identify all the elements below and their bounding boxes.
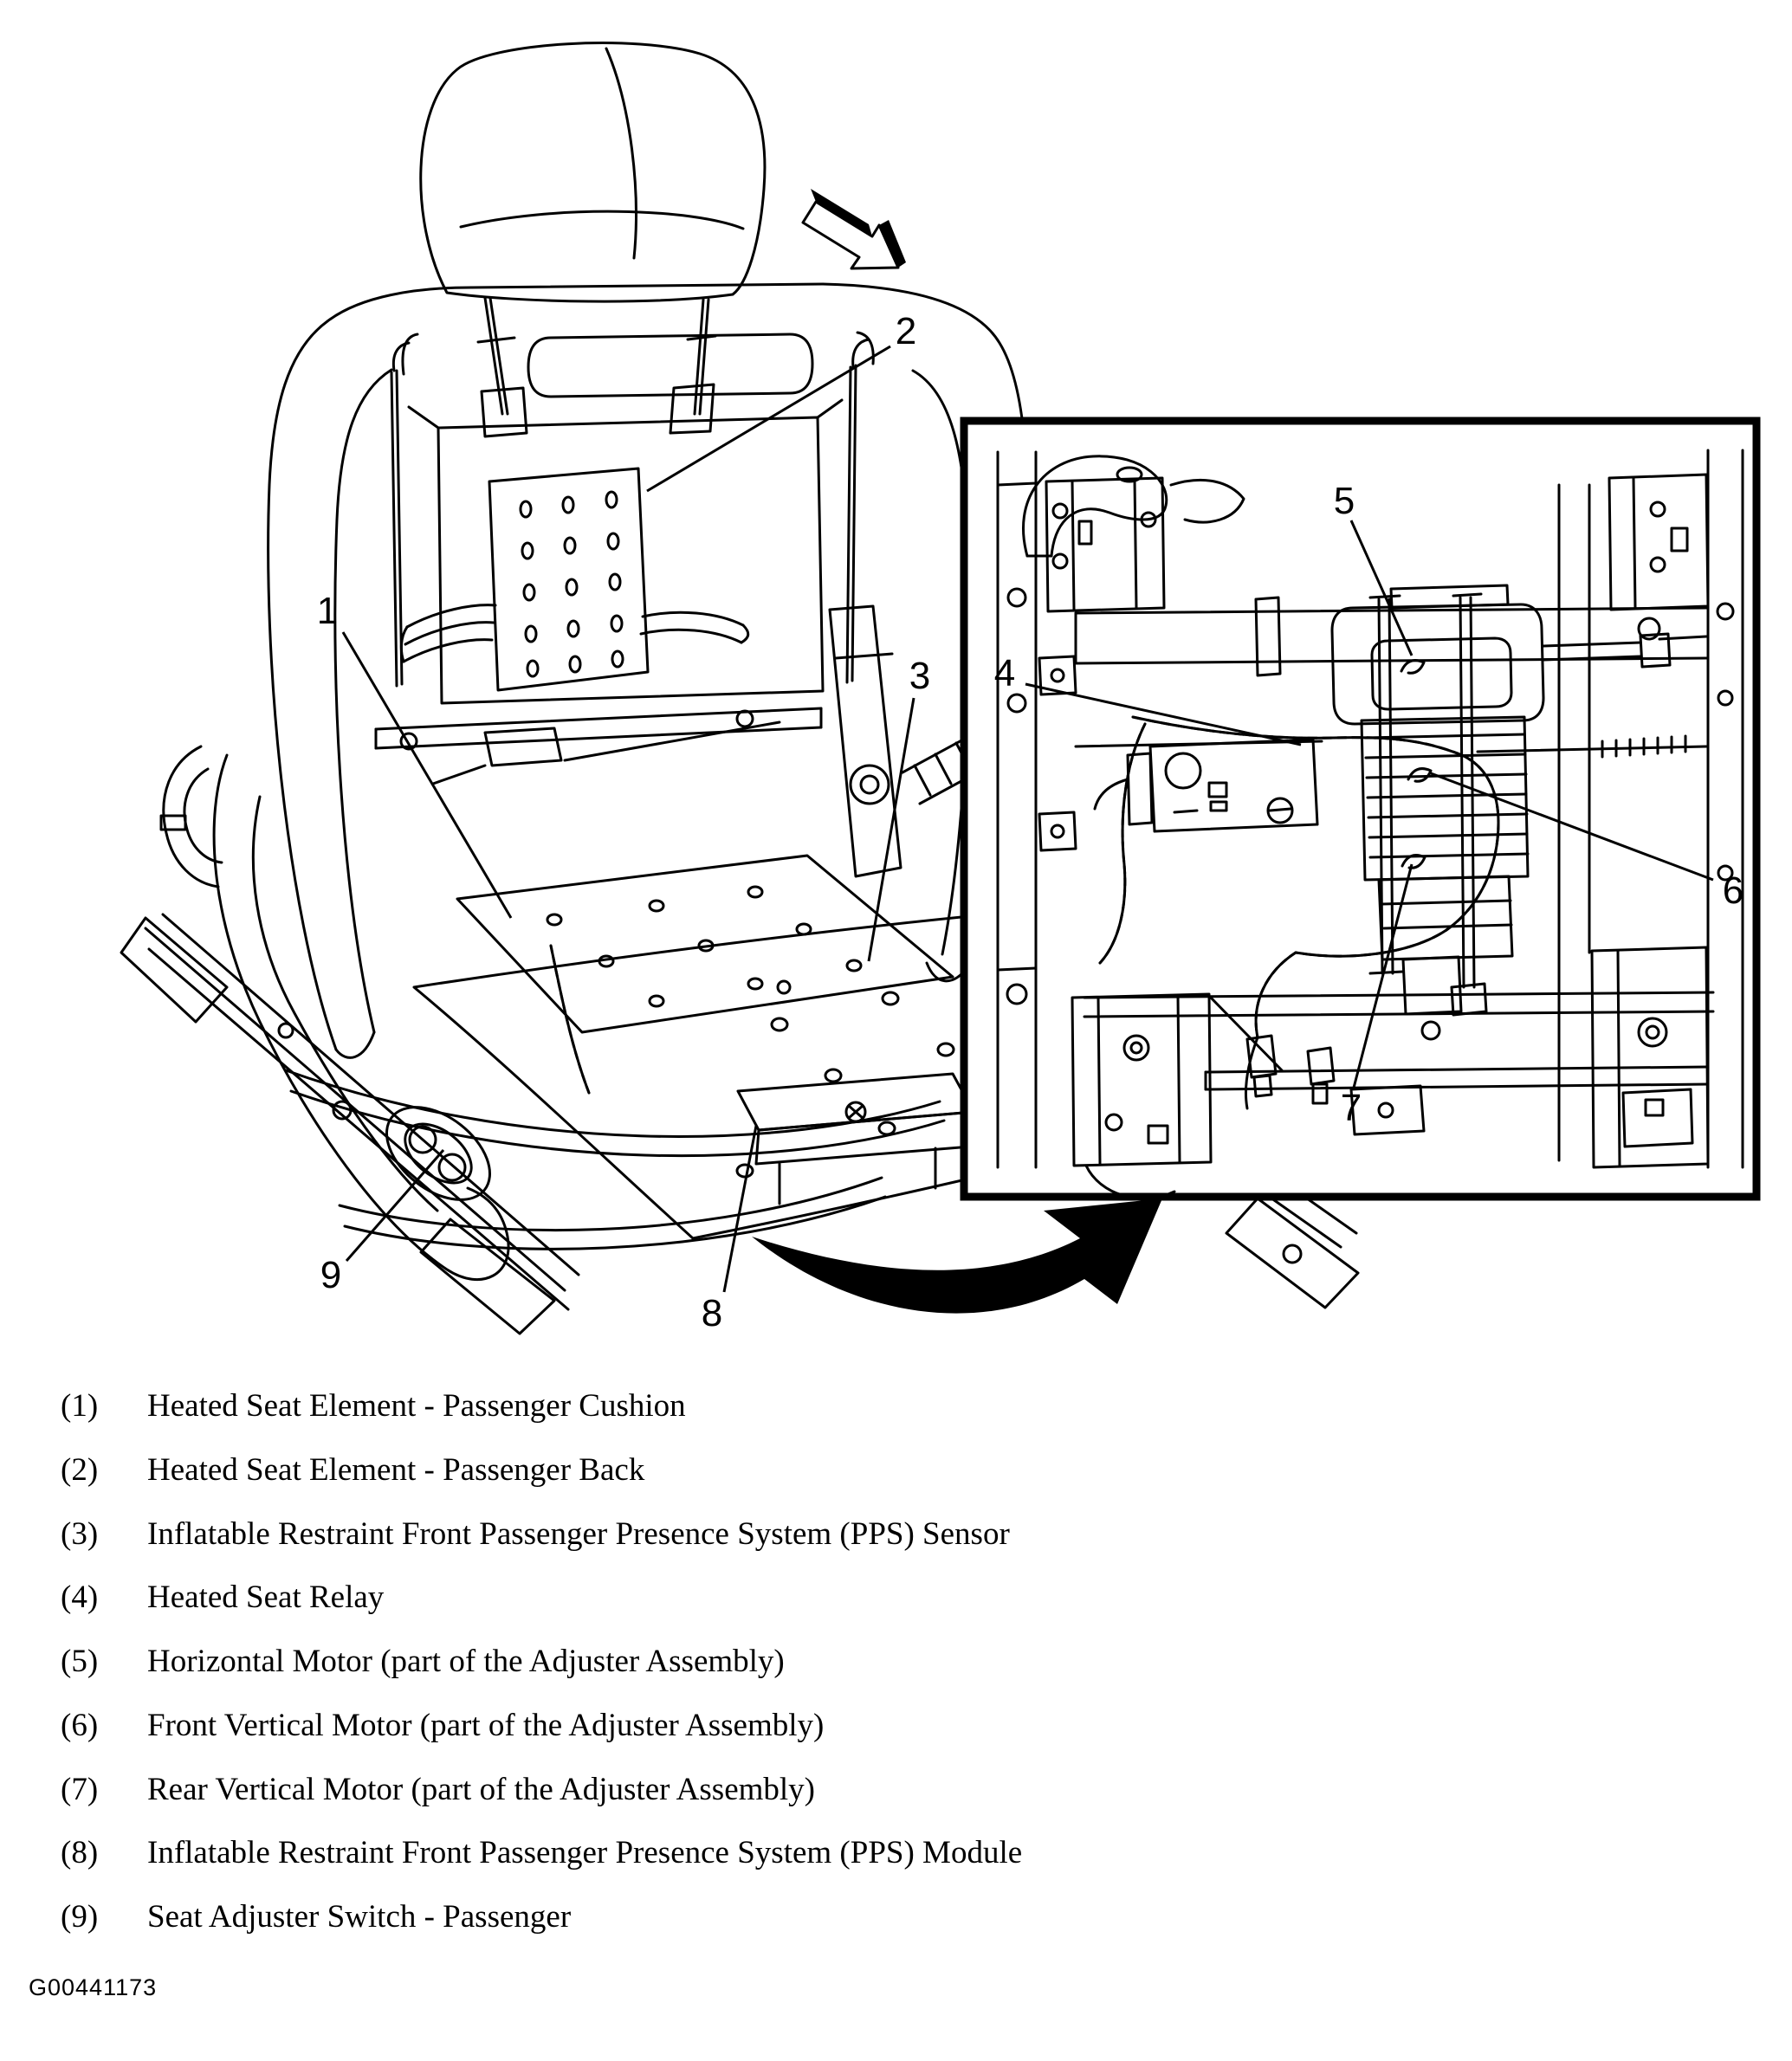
legend-item-number: (6) — [61, 1707, 99, 1743]
heated-back-pad — [489, 468, 648, 690]
legend-item — [61, 1438, 1758, 1502]
heated-cushion-pad — [457, 856, 953, 1032]
legend-item — [61, 1566, 1758, 1630]
legend-item — [61, 1758, 1758, 1822]
legend-item — [61, 1630, 1758, 1694]
callout-label-3: 3 — [909, 655, 931, 697]
callout-label-9: 9 — [320, 1254, 342, 1296]
callout-label-5: 5 — [1333, 480, 1355, 522]
legend-item-number: (9) — [61, 1899, 99, 1935]
callout-label-4: 4 — [993, 652, 1016, 695]
figure-id: G00441173 — [29, 1974, 158, 2000]
legend-item-number: (1) — [61, 1388, 99, 1424]
headrest-crossbar — [403, 333, 873, 436]
callout-label-6: 6 — [1722, 869, 1744, 912]
legend-item-number: (7) — [61, 1771, 99, 1807]
direction-arrow-icon — [803, 189, 906, 268]
legend-item-number: (2) — [61, 1451, 99, 1488]
callout-label-7: 7 — [1340, 1087, 1362, 1129]
callout-label-8: 8 — [701, 1292, 723, 1334]
headrest — [421, 43, 765, 414]
legend-item-text: Inflatable Restraint Front Passenger Presence System (PPS) Module — [147, 1835, 1023, 1871]
legend-item — [61, 1821, 1758, 1885]
legend-item-number: (3) — [61, 1515, 99, 1552]
legend-item-number: (8) — [61, 1835, 99, 1871]
legend-item-text: Heated Seat Element - Passenger Back — [147, 1451, 645, 1488]
legend-item-text: Rear Vertical Motor (part of the Adjuster Assembly) — [147, 1771, 816, 1807]
back-lower-bracket — [376, 708, 821, 784]
callout-leader-8 — [724, 1126, 756, 1292]
legend-item-text: Seat Adjuster Switch - Passenger — [147, 1899, 572, 1935]
legend — [61, 1374, 1758, 1949]
legend-item — [61, 1374, 1758, 1438]
legend-item-text: Heated Seat Relay — [147, 1580, 385, 1616]
legend-item — [61, 1502, 1758, 1567]
callout-leader-1 — [343, 632, 511, 918]
legend-item — [61, 1694, 1758, 1758]
pps-module — [738, 1074, 974, 1204]
legend-item-text: Horizontal Motor (part of the Adjuster Assembly) — [147, 1644, 785, 1679]
legend-item-text: Front Vertical Motor (part of the Adjuster Assembly) — [147, 1707, 825, 1743]
strap-guides — [401, 605, 747, 662]
callout-label-2: 2 — [895, 310, 917, 352]
legend-item — [61, 1885, 1758, 1949]
inset-border — [964, 421, 1756, 1197]
callout-label-1: 1 — [316, 590, 339, 632]
legend-item-text: Heated Seat Element - Passenger Cushion — [147, 1388, 686, 1424]
legend-item-number: (4) — [61, 1580, 99, 1616]
legend-item-number: (5) — [61, 1644, 99, 1679]
legend-item-text: Inflatable Restraint Front Passenger Presence System (PPS) Sensor — [147, 1515, 1010, 1552]
rotation-arrow-icon — [752, 1198, 1162, 1314]
